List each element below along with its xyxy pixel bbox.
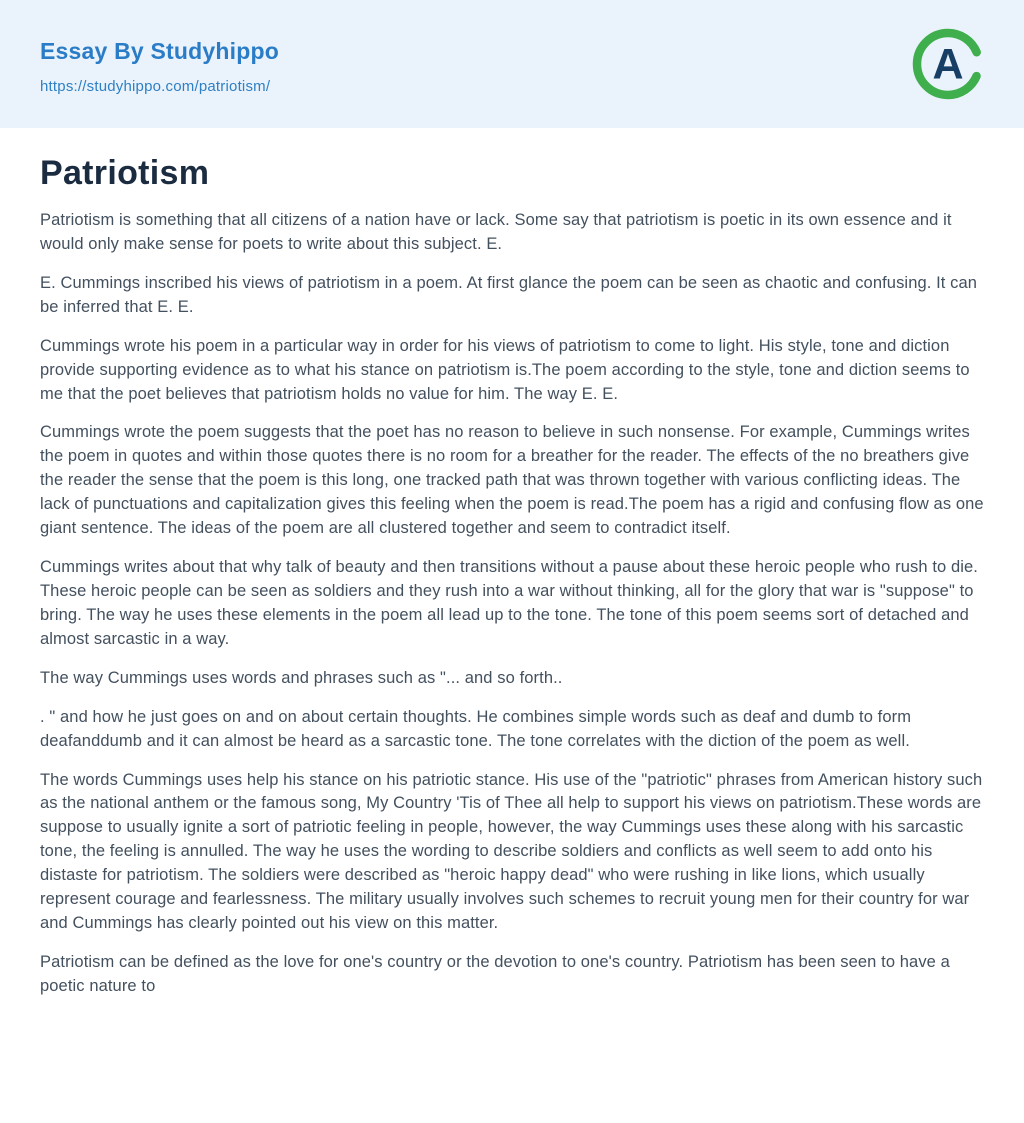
logo-ring-icon	[912, 28, 984, 100]
essay-paragraph: Patriotism can be defined as the love for one's country or the devotion to one's country. Patriotism has been seen to have a poetic nature to	[40, 952, 950, 995]
essay-paragraph: The words Cummings uses help his stance on his patriotic stance. His use of the "patriotic" phrases from American history such as the national anthem or the famous song, My Country 'Tis of Thee all help to support his views on patriotism.These words are suppose to usually ignite a sort of patriotic feeling in people, however, the way Cummings uses these along with his sarcastic tone, the feeling is annulled. The way he uses the wording to describe soldiers and conflicts as well seem to add onto his distaste for patriotism. The soldiers were described as "heroic happy dead" who were rushing in like lions, which usually represent courage and fearlessness. The military usually involves such schemes to recruit young men for their country for war and Cummings has clearly pointed out his view on this matter.	[40, 770, 983, 933]
essay-paragraph: Patriotism is something that all citizens of a nation have or lack. Some say that patriotism is poetic in its own essence and it would only make sense for poets to write about this subject. E.	[40, 211, 952, 253]
essay-content	[0, 128, 1024, 1074]
essay-title: Patriotism	[40, 154, 210, 192]
site-title: Essay By Studyhippo	[40, 37, 279, 64]
essay-paragraph: Cummings writes about that why talk of beauty and then transitions without a pause about these heroic people who rush to die. These heroic people can be seen as soldiers and they rush into a war without thinking, all for the glory that war is "suppose" to bring. The way he uses these elements in the poem all lead up to the tone. The tone of this poem seems sort of detached and almost sarcastic in a way.	[40, 558, 978, 648]
essay-url-link[interactable]: https://studyhippo.com/patriotism/	[40, 77, 271, 95]
essay-paragraph: Cummings wrote his poem in a particular way in order for his views of patriotism to come to light. His style, tone and diction provide supporting evidence as to what his stance on patriotism is.The poem according to the style, tone and diction seems to me that the poet believes that patriotism holds no value for him. The way E. E.	[40, 336, 970, 403]
essay-paragraph: Cummings wrote the poem suggests that the poet has no reason to believe in such nonsense. For example, Cummings writes the poem in quotes and within those quotes there is no room for a breather for the reader. The effects of the no breathers give the reader the sense that the poem is this long, one tracked path that was thrown together with various conflicting ideas. The lack of punctuations and capitalization gives this feeling when the poem is read.The poem has a rigid and confusing flow as one giant sentence. The ideas of the poem are all clustered together and seem to contradict itself.	[40, 423, 984, 538]
essay-paragraph: E. Cummings inscribed his views of patriotism in a poem. At first glance the poem can be seen as chaotic and confusing. It can be inferred that E. E.	[40, 273, 978, 316]
page-header	[0, 0, 1024, 128]
essay-paragraph: The way Cummings uses words and phrases such as "... and so forth..	[40, 668, 563, 687]
header-text-block	[40, 34, 279, 95]
logo-letter: A	[932, 40, 964, 89]
studyhippo-logo	[912, 28, 984, 100]
essay-paragraph: . " and how he just goes on and on about certain thoughts. He combines simple words such as deaf and dumb to form deafanddumb and it can almost be heard as a sarcastic tone. The tone correlates with the diction of the poem as well.	[40, 707, 912, 750]
